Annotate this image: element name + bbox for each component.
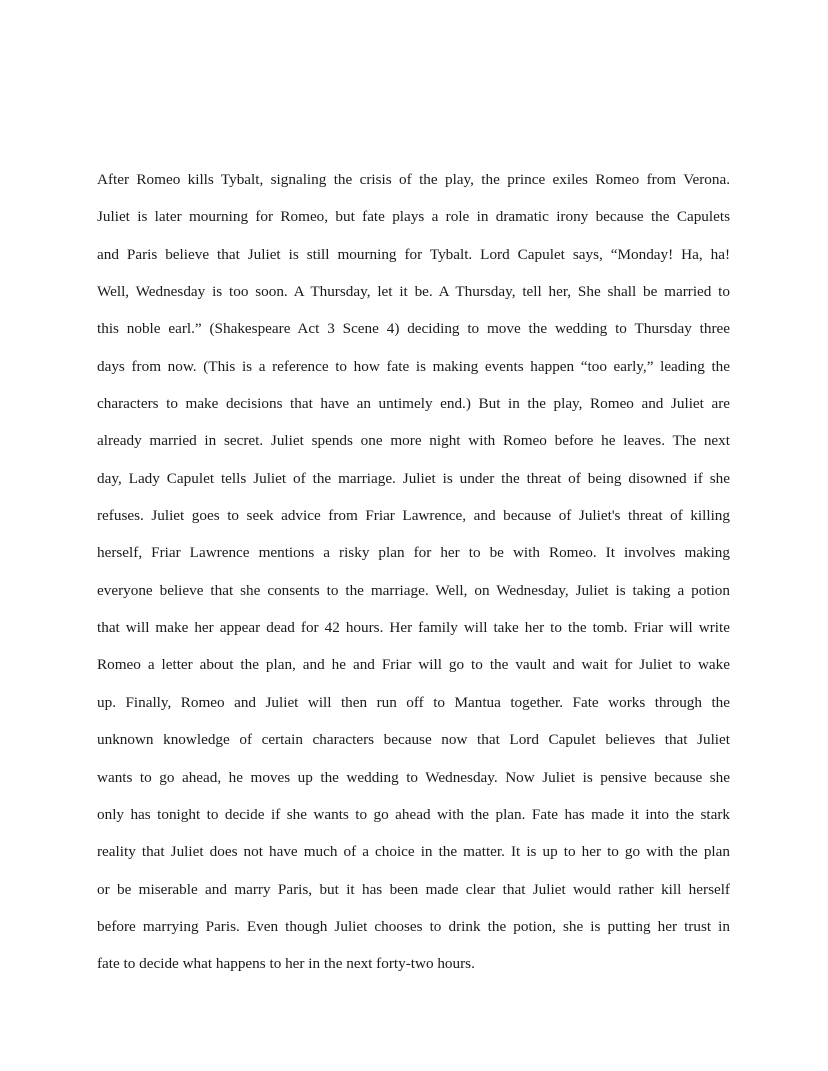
paragraph-line: days from now. (This is a reference to how fate is making events happen “too early,” leading the bbox=[97, 357, 730, 375]
paragraph-line: wants to go ahead, he moves up the wedding to Wednesday. Now Juliet is pensive because she bbox=[97, 768, 730, 786]
paragraph-line: After Romeo kills Tybalt, signaling the crisis of the play, the prince exiles Romeo from Verona. bbox=[97, 171, 730, 188]
essay-paragraph bbox=[97, 168, 730, 990]
paragraph-line: refuses. Juliet goes to seek advice from Friar Lawrence, and because of Juliet's threat of killing bbox=[97, 507, 730, 525]
paragraph-line: that will make her appear dead for 42 hours. Her family will take her to the tomb. Friar will write bbox=[97, 619, 730, 637]
paragraph-line: only has tonight to decide if she wants to go ahead with the plan. Fate has made it into the stark bbox=[97, 805, 730, 823]
paragraph-line: unknown knowledge of certain characters because now that Lord Capulet believes that Juliet bbox=[97, 731, 730, 749]
paragraph-line: up. Finally, Romeo and Juliet will then run off to Mantua together. Fate works through the bbox=[97, 693, 730, 711]
paragraph-line: or be miserable and marry Paris, but it has been made clear that Juliet would rather kill herself bbox=[97, 880, 730, 898]
paragraph-line: this noble earl.” (Shakespeare Act 3 Scene 4) deciding to move the wedding to Thursday three bbox=[97, 320, 730, 338]
paragraph-line: reality that Juliet does not have much of a choice in the matter. It is up to her to go with the plan bbox=[97, 843, 730, 861]
paragraph-line: Romeo a letter about the plan, and he and Friar will go to the vault and wait for Juliet to wake bbox=[97, 656, 730, 674]
paragraph-line: day, Lady Capulet tells Juliet of the marriage. Juliet is under the threat of being disowned if she bbox=[97, 469, 730, 487]
paragraph-line: Well, Wednesday is too soon. A Thursday, let it be. A Thursday, tell her, She shall be married to bbox=[97, 283, 730, 301]
paragraph-line: everyone believe that she consents to the marriage. Well, on Wednesday, Juliet is taking a potion bbox=[97, 581, 730, 599]
paragraph-line: already married in secret. Juliet spends one more night with Romeo before he leaves. The next bbox=[97, 432, 730, 450]
paragraph-line: and Paris believe that Juliet is still mourning for Tybalt. Lord Capulet says, “Monday! Ha, ha! bbox=[97, 245, 730, 263]
paragraph-last-line: fate to decide what happens to her in the next forty-two hours. bbox=[97, 955, 475, 973]
paragraph-line: before marrying Paris. Even though Juliet chooses to drink the potion, she is putting her trust in bbox=[97, 917, 730, 935]
paragraph-line: Juliet is later mourning for Romeo, but fate plays a role in dramatic irony because the Capulets bbox=[97, 208, 730, 226]
paragraph-line: herself, Friar Lawrence mentions a risky plan for her to be with Romeo. It involves making bbox=[97, 544, 730, 562]
paragraph-line: characters to make decisions that have an untimely end.) But in the play, Romeo and Juliet are bbox=[97, 395, 730, 413]
